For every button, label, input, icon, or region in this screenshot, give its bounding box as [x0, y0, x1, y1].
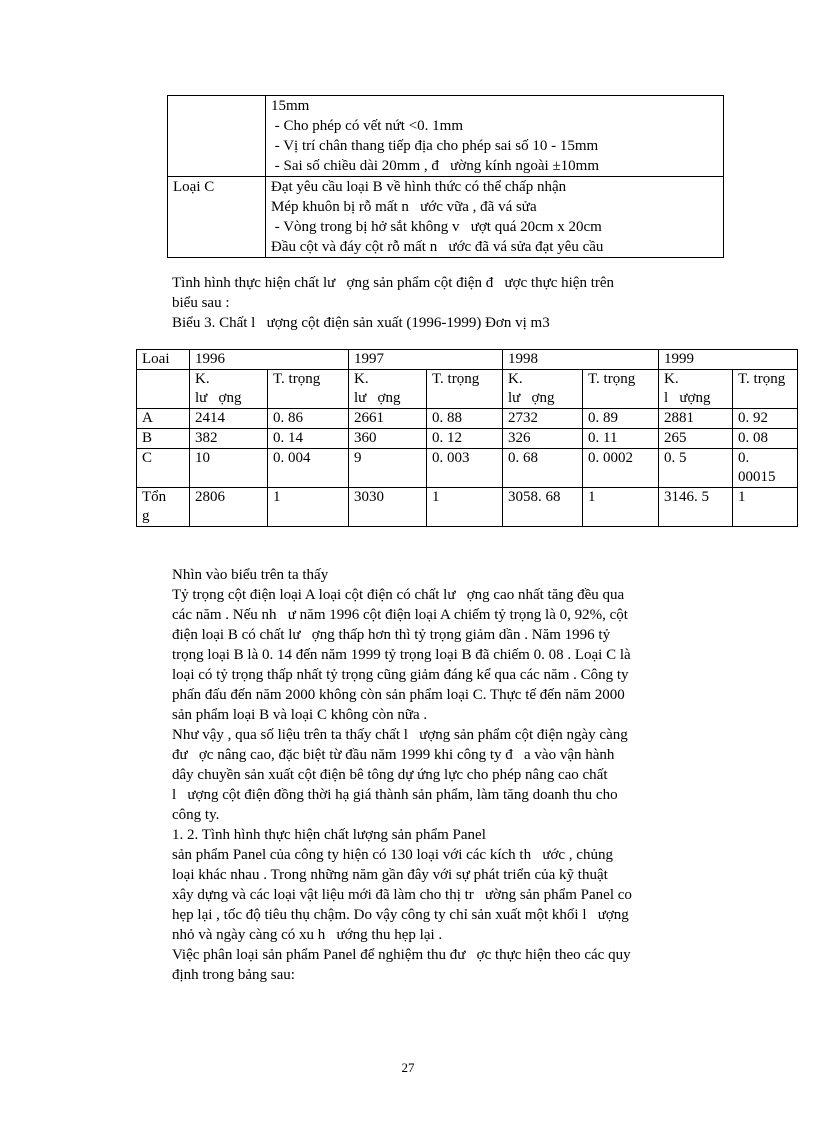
ratio-header: T. trọng: [583, 370, 659, 409]
criteria-label-cell: Loại C: [168, 177, 266, 258]
quantity-header: K. lư ợng: [349, 370, 427, 409]
criteria-description-cell: [266, 177, 724, 258]
data-cell: 265: [659, 429, 733, 449]
body-line: sản phẩm Panel của công ty hiện có 130 loại với các kích th ước , chủng: [172, 847, 613, 863]
ratio-header: T. trọng: [427, 370, 503, 409]
body-line: định trong bảng sau:: [172, 967, 295, 983]
data-cell: 3058. 68: [503, 488, 583, 527]
body-line: l ượng cột điện đồng thời hạ giá thành sản phẩm, làm tăng doanh thu cho: [172, 787, 618, 803]
data-cell: 2414: [190, 409, 268, 429]
pole-quality-stats-table: [136, 349, 798, 527]
row-label: A: [137, 409, 190, 429]
data-cell: 0. 003: [427, 449, 503, 488]
criteria-description-cell: [266, 96, 724, 177]
year-header: 1999: [659, 350, 798, 370]
criteria-line: Đầu cột và đáy cột rỗ mất n ước đã vá sửa đạt yêu cầu: [271, 239, 604, 255]
ratio-header: T. trọng: [268, 370, 349, 409]
table-row: [137, 429, 798, 449]
criteria-line: Mép khuôn bị rỗ mất n ước vữa , đã vá sửa: [271, 199, 537, 215]
year-header: 1998: [503, 350, 659, 370]
table-row: [168, 177, 724, 258]
data-cell: 0. 08: [733, 429, 798, 449]
data-cell: 0. 0002: [583, 449, 659, 488]
empty-cell: [137, 370, 190, 409]
data-cell: 0. 86: [268, 409, 349, 429]
criteria-line: - Cho phép có vết nứt <0. 1mm: [271, 118, 463, 134]
data-cell: 0. 12: [427, 429, 503, 449]
data-cell: 0. 14: [268, 429, 349, 449]
criteria-line: - Vị trí chân thang tiếp địa cho phép sai số 10 - 15mm: [271, 138, 599, 154]
quantity-header: K. lư ợng: [503, 370, 583, 409]
year-header: 1997: [349, 350, 503, 370]
body-line: công ty.: [172, 807, 220, 823]
table-subheader-row: [137, 370, 798, 409]
body-text: [172, 565, 724, 985]
body-line: loại có tỷ trọng thấp nhất tỷ trọng cũng giảm đáng kể qua các năm . Công ty: [172, 667, 629, 683]
body-line: Nhìn vào biểu trên ta thấy: [172, 567, 329, 583]
body-line: hẹp lại , tốc độ tiêu thụ chậm. Do vậy công ty chỉ sản xuất một khối l ượng: [172, 907, 629, 923]
data-cell: 2881: [659, 409, 733, 429]
body-line: phấn đấu đến năm 2000 không còn sản phẩm loại C. Thực tế đến năm 2000: [172, 687, 625, 703]
body-line: loại khác nhau . Trong những năm gần đây với sự phát triển của kỹ thuật: [172, 867, 608, 883]
data-cell: 0. 88: [427, 409, 503, 429]
body-line: Tỷ trọng cột điện loại A loại cột điện có chất lư ợng cao nhất tăng đều qua: [172, 587, 625, 603]
table-row: [137, 409, 798, 429]
table-header-row: [137, 350, 798, 370]
row-label: C: [137, 449, 190, 488]
data-cell: 0. 00015: [733, 449, 798, 488]
body-line: nhỏ và ngày càng có xu h ướng thu hẹp lại .: [172, 927, 443, 943]
data-cell: 0. 89: [583, 409, 659, 429]
section-heading: 1. 2. Tình hình thực hiện chất lượng sản phẩm Panel: [172, 827, 486, 843]
table-total-row: [137, 488, 798, 527]
data-cell: 0. 68: [503, 449, 583, 488]
table-row: [137, 449, 798, 488]
intro-line: biểu sau :: [172, 295, 230, 311]
table-caption: Biểu 3. Chất l ượng cột điện sản xuất (1996-1999) Đơn vị m3: [172, 315, 550, 331]
criteria-line: - Vòng trong bị hở sắt không v ượt quá 20cm x 20cm: [271, 219, 602, 235]
table-row: [168, 96, 724, 177]
data-cell: 1: [733, 488, 798, 527]
body-line: dây chuyền sản xuất cột điện bê tông dự ứng lực cho phép nâng cao chất: [172, 767, 608, 783]
page-number: 27: [401, 1060, 415, 1075]
data-cell: 0. 5: [659, 449, 733, 488]
quality-criteria-table: [167, 95, 724, 258]
body-line: trọng loại B là 0. 14 đến năm 1999 tỷ trọng loại B đã chiếm 0. 08 . Loại C là: [172, 647, 631, 663]
body-line: Như vậy , qua số liệu trên ta thấy chất l ượng sản phẩm cột điện ngày càng: [172, 727, 628, 743]
data-cell: 9: [349, 449, 427, 488]
criteria-line: - Sai số chiều dài 20mm , đ ường kính ngoài ±10mm: [271, 158, 600, 174]
row-label: Tổn g: [137, 488, 190, 527]
data-cell: 3146. 5: [659, 488, 733, 527]
data-cell: 2661: [349, 409, 427, 429]
data-cell: 1: [427, 488, 503, 527]
body-line: đư ợc nâng cao, đặc biệt từ đầu năm 1999 khi công ty đ a vào vận hành: [172, 747, 615, 763]
data-cell: 382: [190, 429, 268, 449]
data-cell: 1: [268, 488, 349, 527]
data-cell: 0. 11: [583, 429, 659, 449]
data-cell: 0. 004: [268, 449, 349, 488]
body-line: điện loại B có chất lư ợng thấp hơn thì tỷ trọng giảm dần . Năm 1996 tỷ: [172, 627, 611, 643]
data-cell: 2732: [503, 409, 583, 429]
data-cell: 0. 92: [733, 409, 798, 429]
quantity-header: K. lư ợng: [190, 370, 268, 409]
ratio-header: T. trọng: [733, 370, 798, 409]
row-label: B: [137, 429, 190, 449]
criteria-line: 15mm: [271, 98, 310, 114]
corner-header: Loai: [137, 350, 190, 370]
data-cell: 2806: [190, 488, 268, 527]
data-cell: 10: [190, 449, 268, 488]
intro-paragraph: [172, 273, 724, 333]
data-cell: 360: [349, 429, 427, 449]
data-cell: 3030: [349, 488, 427, 527]
data-cell: 326: [503, 429, 583, 449]
year-header: 1996: [190, 350, 349, 370]
criteria-line: Đạt yêu cầu loại B về hình thức có thể chấp nhận: [271, 179, 567, 195]
body-line: xây dựng và các loại vật liệu mới đã làm cho thị tr ường sản phẩm Panel co: [172, 887, 632, 903]
criteria-label-cell: [168, 96, 266, 177]
intro-line: Tình hình thực hiện chất lư ợng sản phẩm cột điện đ ược thực hiện trên: [172, 275, 615, 291]
data-cell: 1: [583, 488, 659, 527]
body-line: sản phẩm loại B và loại C không còn nữa .: [172, 707, 428, 723]
body-line: các năm . Nếu nh ư năm 1996 cột điện loại A chiếm tỷ trọng là 0, 92%, cột: [172, 607, 628, 623]
quantity-header: K. l ượng: [659, 370, 733, 409]
body-line: Việc phân loại sản phẩm Panel để nghiệm thu đư ợc thực hiện theo các quy: [172, 947, 631, 963]
